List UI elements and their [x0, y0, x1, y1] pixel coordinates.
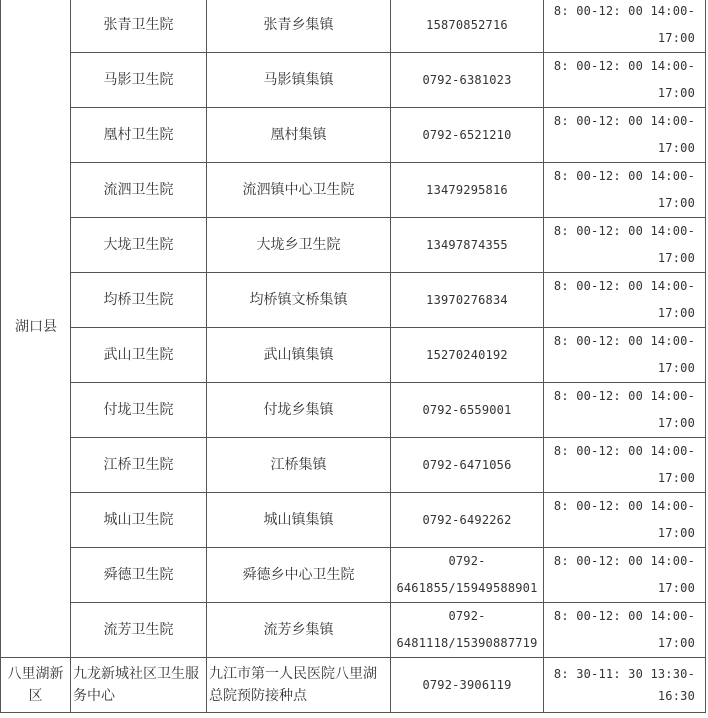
service-hours: 8: 30-11: 30 13:30- 16:30: [544, 658, 706, 713]
table-row: [1, 273, 706, 328]
site-location: 武山镇集镇: [207, 328, 391, 383]
county-cell-hukou: 湖口县: [1, 0, 71, 658]
service-hours: 8: 00-12: 00 14:00- 17:00: [544, 383, 706, 438]
service-hours: 8: 00-12: 00 14:00- 17:00: [544, 328, 706, 383]
county-cell-balihu: 八里湖新 区: [1, 658, 71, 713]
table-row: [1, 218, 706, 273]
clinic-name: 城山卫生院: [71, 493, 207, 548]
clinic-name: 大垅卫生院: [71, 218, 207, 273]
site-location: 付垅乡集镇: [207, 383, 391, 438]
table-row: [1, 163, 706, 218]
phone-number: 13497874355: [391, 218, 544, 273]
table-row: [1, 548, 706, 603]
clinic-name: 江桥卫生院: [71, 438, 207, 493]
phone-number: 0792-6471056: [391, 438, 544, 493]
phone-number: 15870852716: [391, 0, 544, 53]
clinic-name: 武山卫生院: [71, 328, 207, 383]
phone-number: 0792- 6481118/15390887719: [391, 603, 544, 658]
table-row: [1, 658, 706, 713]
clinic-name: 流泗卫生院: [71, 163, 207, 218]
site-location: 江桥集镇: [207, 438, 391, 493]
phone-number: 0792- 6461855/15949588901: [391, 548, 544, 603]
clinic-name: 九龙新城社区卫生服 务中心: [71, 658, 207, 713]
clinic-name: 凰村卫生院: [71, 108, 207, 163]
phone-number: 15270240192: [391, 328, 544, 383]
site-location: 流泗镇中心卫生院: [207, 163, 391, 218]
clinic-name: 舜德卫生院: [71, 548, 207, 603]
phone-number: 0792-6492262: [391, 493, 544, 548]
service-hours: 8: 00-12: 00 14:00- 17:00: [544, 108, 706, 163]
site-location: 城山镇集镇: [207, 493, 391, 548]
phone-number: 0792-6381023: [391, 53, 544, 108]
phone-number: 0792-6521210: [391, 108, 544, 163]
site-location: 马影镇集镇: [207, 53, 391, 108]
table-row: [1, 383, 706, 438]
service-hours: 8: 00-12: 00 14:00- 17:00: [544, 273, 706, 328]
site-location: 大垅乡卫生院: [207, 218, 391, 273]
site-location: 九江市第一人民医院八里湖 总院预防接种点: [207, 658, 391, 713]
service-hours: 8: 00-12: 00 14:00- 17:00: [544, 218, 706, 273]
table-row: [1, 603, 706, 658]
table-row: [1, 53, 706, 108]
service-hours: 8: 00-12: 00 14:00- 17:00: [544, 0, 706, 53]
site-location: 均桥镇文桥集镇: [207, 273, 391, 328]
clinic-name: 马影卫生院: [71, 53, 207, 108]
service-hours: 8: 00-12: 00 14:00- 17:00: [544, 163, 706, 218]
phone-number: 13970276834: [391, 273, 544, 328]
clinic-name: 流芳卫生院: [71, 603, 207, 658]
phone-number: 13479295816: [391, 163, 544, 218]
table-row: [1, 108, 706, 163]
table-row: [1, 328, 706, 383]
table-row: [1, 493, 706, 548]
table-row: [1, 0, 706, 53]
clinic-name: 付垅卫生院: [71, 383, 207, 438]
clinic-name: 张青卫生院: [71, 0, 207, 53]
site-location: 凰村集镇: [207, 108, 391, 163]
service-hours: 8: 00-12: 00 14:00- 17:00: [544, 548, 706, 603]
service-hours: 8: 00-12: 00 14:00- 17:00: [544, 493, 706, 548]
service-hours: 8: 00-12: 00 14:00- 17:00: [544, 53, 706, 108]
service-hours: 8: 00-12: 00 14:00- 17:00: [544, 603, 706, 658]
service-hours: 8: 00-12: 00 14:00- 17:00: [544, 438, 706, 493]
phone-number: 0792-3906119: [391, 658, 544, 713]
site-location: 舜德乡中心卫生院: [207, 548, 391, 603]
site-location: 流芳乡集镇: [207, 603, 391, 658]
clinic-name: 均桥卫生院: [71, 273, 207, 328]
phone-number: 0792-6559001: [391, 383, 544, 438]
table-row: [1, 438, 706, 493]
site-location: 张青乡集镇: [207, 0, 391, 53]
